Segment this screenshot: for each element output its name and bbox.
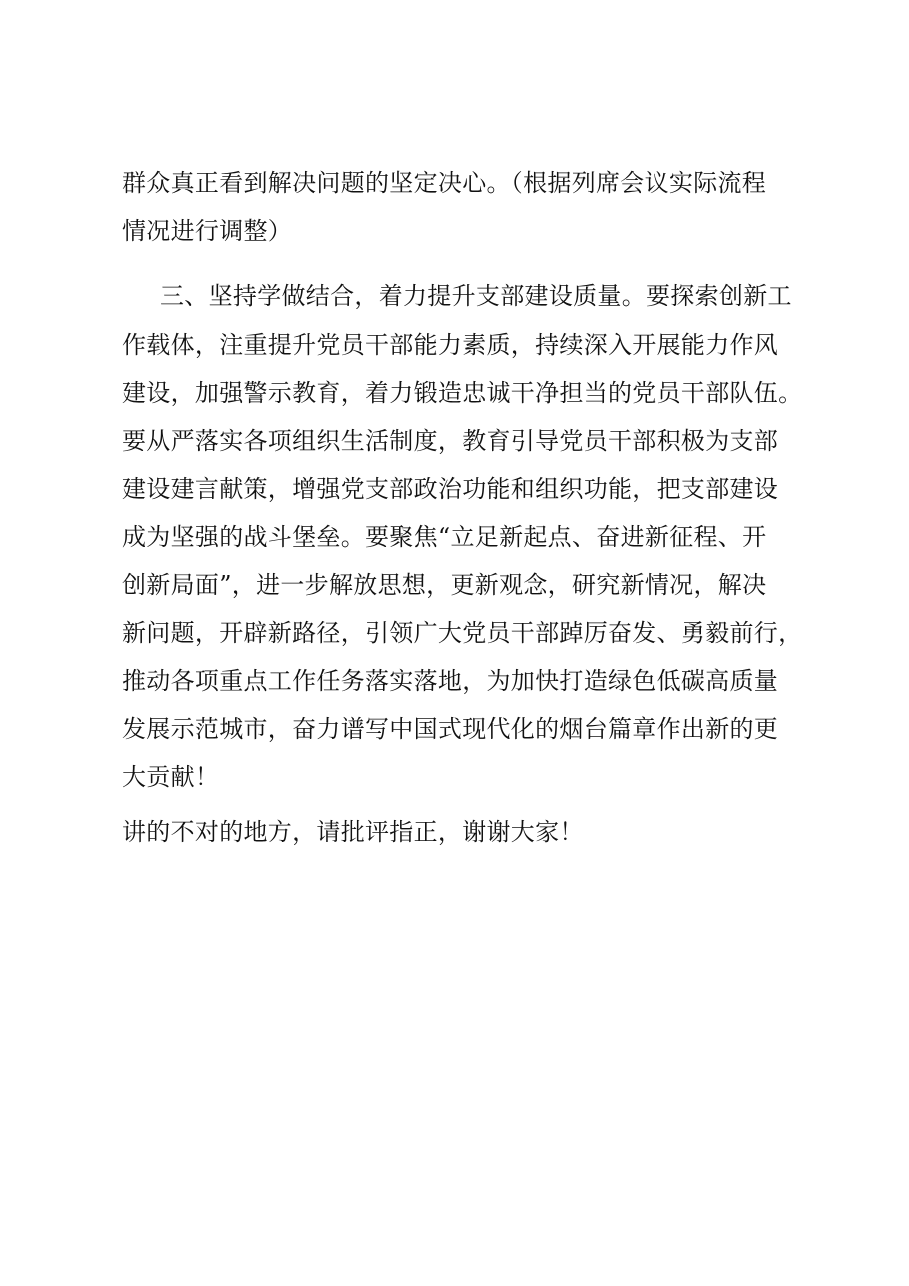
paragraph-1-line-1: 群众真正看到解决问题的坚定决心。（根据列席会议实际流程 [122,169,767,197]
closing-line: 讲的不对的地方，请批评指正，谢谢大家！ [122,818,584,846]
paragraph-2-line-3: 建设，加强警示教育，着力锻造忠诚干净担当的党员干部队伍。 [122,379,803,407]
paragraph-2-line-1: 三、坚持学做结合，着力提升支部建设质量。要探索创新工 [160,282,792,310]
paragraph-2-line-8: 新问题，开辟新路径，引领广大党员干部踔厉奋发、勇毅前行， [122,619,803,647]
paragraph-2-line-6: 成为坚强的战斗堡垒。要聚焦“立足新起点、奋进新征程、开 [122,523,767,551]
paragraph-2-line-7: 创新局面”，进一步解放思想，更新观念，研究新情况，解决 [122,571,767,599]
paragraph-2-line-10: 发展示范城市，奋力谱写中国式现代化的烟台篇章作出新的更 [122,715,779,743]
paragraph-2-line-4: 要从严落实各项组织生活制度，教育引导党员干部积极为支部 [122,427,779,455]
paragraph-2-line-2: 作载体，注重提升党员干部能力素质，持续深入开展能力作风 [122,331,779,359]
paragraph-2-line-11: 大贡献！ [122,763,220,791]
paragraph-2-line-5: 建设建言献策，增强党支部政治功能和组织功能，把支部建设 [122,475,779,503]
paragraph-1-line-2: 情况进行调整） [122,217,293,245]
paragraph-2-line-9: 推动各项重点工作任务落实落地，为加快打造绿色低碳高质量 [122,667,779,695]
